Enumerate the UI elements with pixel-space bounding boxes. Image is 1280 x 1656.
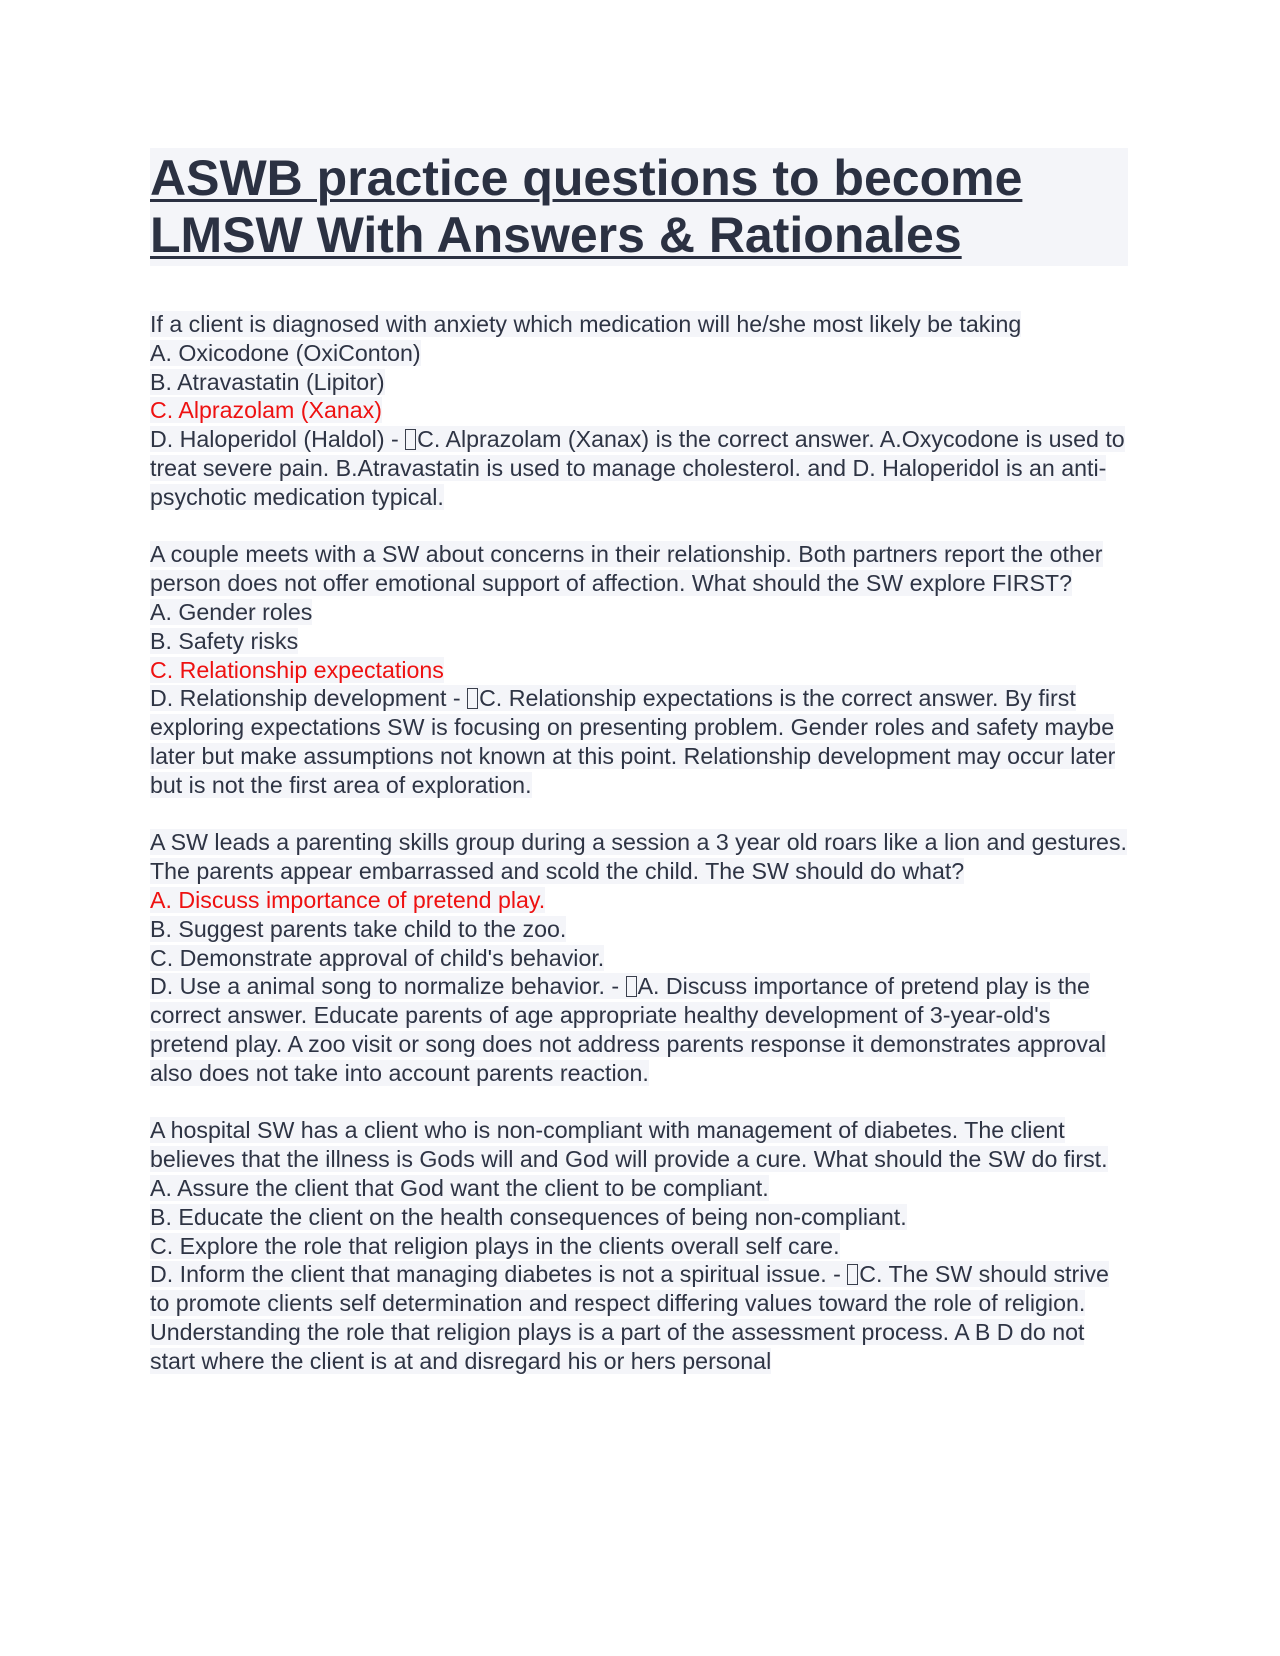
option-b: B. Atravastatin (Lipitor)	[150, 368, 385, 395]
question-list	[150, 310, 1128, 1375]
rationale: C. Alprazolam (Xanax) is the correct answer. A.Oxycodone is used to treat severe pain. B.Atravastatin is used to manage cholesterol. and D. Haloperidol is an anti-psychotic medication typical.	[150, 426, 1125, 510]
option-a: A. Gender roles	[150, 598, 313, 625]
rationale: C. Relationship expectations is the correct answer. By first exploring expectations SW is focusing on presenting problem. Gender roles and safety maybe later but make assumptions not known at this point. Relationship development may occur later but is not the first area of exploration.	[150, 685, 1116, 798]
question-4	[150, 1116, 1128, 1375]
missing-glyph-icon	[467, 688, 478, 709]
missing-glyph-icon	[405, 429, 416, 450]
option-d: D. Relationship development -	[150, 685, 468, 712]
document-title: ASWB practice questions to become LMSW With Answers & Rationales	[150, 148, 1128, 266]
question-stem: If a client is diagnosed with anxiety which medication will he/she most likely be taking	[150, 311, 1022, 337]
option-d: D. Inform the client that managing diabetes is not a spiritual issue. -	[150, 1261, 848, 1288]
question-stem: A couple meets with a SW about concerns in their relationship. Both partners report the other person does not offer emotional support of affection. What should the SW explore FIRST?	[150, 541, 1103, 597]
option-a: A. Assure the client that God want the client to be compliant.	[150, 1174, 769, 1201]
option-d: D. Use a animal song to normalize behavior. -	[150, 973, 626, 1000]
question-3	[150, 828, 1128, 1087]
missing-glyph-icon	[847, 1264, 858, 1285]
option-b: B. Suggest parents take child to the zoo.	[150, 915, 567, 942]
option-b: B. Educate the client on the health consequences of being non-compliant.	[150, 1203, 907, 1230]
question-stem: A hospital SW has a client who is non-compliant with management of diabetes. The client believes that the illness is Gods will and God will provide a cure. What should the SW do first.	[150, 1117, 1108, 1173]
option-a-correct: A. Discuss importance of pretend play.	[150, 886, 546, 913]
rationale: A. Discuss importance of pretend play is the correct answer. Educate parents of age appropriate healthy development of 3-year-old's pretend play. A zoo visit or song does not address parents response it demonstrates approval also does not take into account parents reaction.	[150, 973, 1106, 1086]
option-d: D. Haloperidol (Haldol) -	[150, 426, 406, 453]
option-a: A. Oxicodone (OxiConton)	[150, 339, 421, 366]
rationale: C. The SW should strive to promote clients self determination and respect differing values toward the role of religion. Understanding the role that religion plays is a part of the assessment process. A B D do not start where the client is at and disregard his or hers personal	[150, 1261, 1109, 1374]
question-stem: A SW leads a parenting skills group during a session a 3 year old roars like a lion and gestures. The parents appear embarrassed and scold the child. The SW should do what?	[150, 829, 1127, 885]
option-c-correct: C. Relationship expectations	[150, 656, 444, 683]
question-1	[150, 310, 1128, 512]
option-c: C. Explore the role that religion plays in the clients overall self care.	[150, 1232, 840, 1259]
option-b: B. Safety risks	[150, 627, 299, 654]
missing-glyph-icon	[626, 976, 637, 997]
option-c: C. Demonstrate approval of child's behavior.	[150, 944, 605, 971]
option-c-correct: C. Alprazolam (Xanax)	[150, 397, 382, 424]
document-page	[150, 148, 1128, 1404]
question-2	[150, 540, 1128, 799]
